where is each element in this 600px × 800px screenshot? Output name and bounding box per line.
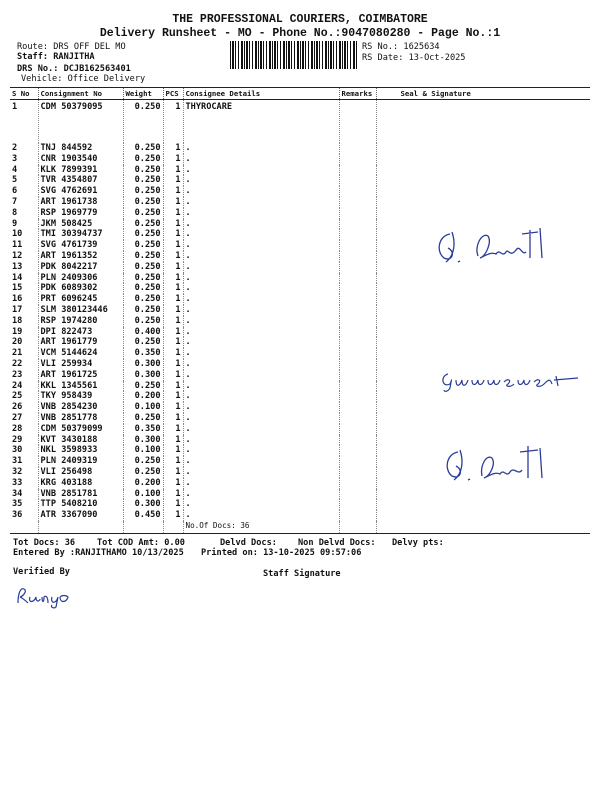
row-seal-signature (376, 186, 590, 197)
row-consignment-no: KLK 7899391 (38, 165, 123, 176)
row-consignee: . (183, 327, 339, 338)
row-pcs: 1 (163, 467, 183, 478)
row-weight: 0.250 (123, 186, 163, 197)
staff-label: Staff: RANJITHA (17, 52, 95, 62)
verifier-signature (14, 583, 74, 609)
printed-on: Printed on: 13-10-2025 09:57:06 (201, 548, 362, 558)
row-pcs: 1 (163, 208, 183, 219)
row-consignment-no: ATR 3367090 (38, 510, 123, 521)
row-weight: 0.250 (123, 100, 163, 144)
row-pcs: 1 (163, 197, 183, 208)
row-seal-signature (376, 143, 590, 154)
row-remarks (339, 370, 376, 381)
table-row (10, 337, 590, 348)
row-remarks (339, 510, 376, 521)
table-header-row (10, 88, 590, 100)
row-remarks (339, 273, 376, 284)
row-remarks (339, 348, 376, 359)
row-sno: 8 (12, 207, 18, 218)
row-consignment-no: SVG 4761739 (38, 240, 123, 251)
row-pcs: 1 (163, 229, 183, 240)
row-pcs: 1 (163, 175, 183, 186)
row-weight: 0.100 (123, 402, 163, 413)
row-pcs: 1 (163, 143, 183, 154)
row-remarks (339, 294, 376, 305)
row-pcs: 1 (163, 413, 183, 424)
table-row (10, 197, 590, 208)
row-weight: 0.250 (123, 208, 163, 219)
row-consignment-no: ART 1961738 (38, 197, 123, 208)
table-footer-row (10, 521, 590, 534)
row-sno: 9 (12, 218, 18, 229)
table-row (10, 208, 590, 219)
row-seal-signature (376, 283, 590, 294)
row-seal-signature (376, 348, 590, 359)
row-weight: 0.250 (123, 219, 163, 230)
row-consignment-no: ART 1961779 (38, 337, 123, 348)
barcode-graphic (230, 41, 358, 69)
row-seal-signature (376, 510, 590, 521)
table-row (10, 499, 590, 510)
row-remarks (339, 489, 376, 500)
row-seal-signature (376, 100, 590, 144)
row-seal-signature (376, 197, 590, 208)
col-consignee: Consignee Details (183, 88, 339, 100)
row-consignment-no: PLN 2409306 (38, 273, 123, 284)
row-sno: 15 (12, 283, 23, 294)
row-pcs: 1 (163, 445, 183, 456)
row-consignment-no: PRT 6096245 (38, 294, 123, 305)
row-consignee: . (183, 456, 339, 467)
row-weight: 0.450 (123, 510, 163, 521)
row-consignment-no: KKL 1345561 (38, 381, 123, 392)
table-row (10, 489, 590, 500)
row-consignee: . (183, 251, 339, 262)
row-weight: 0.250 (123, 305, 163, 316)
row-sno: 21 (12, 348, 23, 359)
table-row (10, 273, 590, 284)
row-consignee: . (183, 305, 339, 316)
total-cod-amount: Tot COD Amt: 0.00 (97, 538, 185, 548)
row-consignee: . (183, 175, 339, 186)
row-weight: 0.350 (123, 424, 163, 435)
row-weight: 0.200 (123, 478, 163, 489)
table-row (10, 327, 590, 338)
row-consignee: . (183, 370, 339, 381)
row-pcs: 1 (163, 391, 183, 402)
row-remarks (339, 240, 376, 251)
delivery-points: Delvy pts: (392, 538, 444, 548)
row-remarks (339, 435, 376, 446)
signature-3 (436, 440, 566, 490)
row-seal-signature (376, 424, 590, 435)
row-pcs: 1 (163, 489, 183, 500)
table-row (10, 100, 590, 144)
row-pcs: 1 (163, 435, 183, 446)
row-sno: 30 (12, 445, 23, 456)
row-pcs: 1 (163, 283, 183, 294)
row-weight: 0.250 (123, 262, 163, 273)
row-weight: 0.200 (123, 391, 163, 402)
row-remarks (339, 359, 376, 370)
row-seal-signature (376, 327, 590, 338)
row-remarks (339, 175, 376, 186)
row-consignee: . (183, 219, 339, 230)
delivered-docs: Delvd Docs: (220, 538, 277, 548)
row-remarks (339, 143, 376, 154)
row-sno: 33 (12, 477, 23, 488)
row-sno: 13 (12, 261, 23, 272)
row-seal-signature (376, 165, 590, 176)
row-consignee: . (183, 391, 339, 402)
row-sno: 6 (12, 186, 18, 197)
signature-2 (438, 366, 588, 396)
row-pcs: 1 (163, 294, 183, 305)
col-weight: Weight (123, 88, 163, 100)
row-consignment-no: CDM 50379099 (38, 424, 123, 435)
row-pcs: 1 (163, 262, 183, 273)
col-sno: S No (10, 88, 38, 100)
row-pcs: 1 (163, 165, 183, 176)
row-sno: 2 (12, 143, 18, 153)
row-pcs: 1 (163, 100, 183, 144)
table-row (10, 424, 590, 435)
row-consignee: . (183, 478, 339, 489)
row-seal-signature (376, 273, 590, 284)
row-sno: 1 (12, 102, 18, 112)
row-weight: 0.250 (123, 337, 163, 348)
row-consignee: . (183, 435, 339, 446)
row-remarks (339, 413, 376, 424)
row-sno: 22 (12, 358, 23, 369)
row-consignee: . (183, 402, 339, 413)
row-sno: 20 (12, 337, 23, 348)
row-seal-signature (376, 402, 590, 413)
row-weight: 0.250 (123, 229, 163, 240)
row-remarks (339, 316, 376, 327)
row-consignee: . (183, 467, 339, 478)
row-remarks (339, 283, 376, 294)
row-consignee: . (183, 294, 339, 305)
row-consignee: . (183, 197, 339, 208)
row-sno: 32 (12, 466, 23, 477)
row-consignee: . (183, 445, 339, 456)
row-remarks (339, 186, 376, 197)
row-remarks (339, 478, 376, 489)
table-row (10, 143, 590, 154)
row-pcs: 1 (163, 273, 183, 284)
row-remarks (339, 337, 376, 348)
row-remarks (339, 424, 376, 435)
row-pcs: 1 (163, 251, 183, 262)
row-remarks (339, 219, 376, 230)
row-sno: 10 (12, 229, 23, 240)
row-sno: 18 (12, 315, 23, 326)
row-weight: 0.250 (123, 413, 163, 424)
row-weight: 0.400 (123, 327, 163, 338)
col-seal: Seal & Signature (376, 88, 590, 100)
row-remarks (339, 456, 376, 467)
row-consignment-no: PDK 6089302 (38, 283, 123, 294)
row-sno: 12 (12, 250, 23, 261)
row-consignment-no: ART 1961352 (38, 251, 123, 262)
table-row (10, 316, 590, 327)
row-consignment-no: TTP 5408210 (38, 499, 123, 510)
row-pcs: 1 (163, 381, 183, 392)
row-weight: 0.250 (123, 273, 163, 284)
row-weight: 0.300 (123, 370, 163, 381)
drs-number: DRS No.: DCJB162563401 (17, 64, 131, 74)
row-consignment-no: CNR 1903540 (38, 154, 123, 165)
row-seal-signature (376, 175, 590, 186)
row-consignee: . (183, 316, 339, 327)
row-sno: 11 (12, 240, 23, 251)
row-remarks (339, 154, 376, 165)
row-consignment-no: SVG 4762691 (38, 186, 123, 197)
row-weight: 0.250 (123, 283, 163, 294)
non-delivered-docs: Non Delvd Docs: (298, 538, 376, 548)
table-row (10, 305, 590, 316)
row-sno: 19 (12, 326, 23, 337)
row-consignee: . (183, 413, 339, 424)
row-seal-signature (376, 154, 590, 165)
row-sno: 29 (12, 434, 23, 445)
row-consignee: . (183, 186, 339, 197)
row-consignee: . (183, 283, 339, 294)
row-consignment-no: PDK 8042217 (38, 262, 123, 273)
table-row (10, 154, 590, 165)
row-consignment-no: CDM 50379095 (38, 100, 123, 144)
row-remarks (339, 381, 376, 392)
row-remarks (339, 445, 376, 456)
row-consignee: . (183, 143, 339, 154)
row-remarks (339, 327, 376, 338)
row-pcs: 1 (163, 370, 183, 381)
row-consignee: . (183, 273, 339, 284)
col-consignment: Consignment No (38, 88, 123, 100)
row-weight: 0.250 (123, 197, 163, 208)
row-remarks (339, 100, 376, 144)
table-row (10, 402, 590, 413)
table-row (10, 175, 590, 186)
row-consignee: . (183, 154, 339, 165)
row-consignment-no: RSP 1969779 (38, 208, 123, 219)
row-weight: 0.250 (123, 294, 163, 305)
row-consignment-no: PLN 2409319 (38, 456, 123, 467)
row-weight: 0.300 (123, 435, 163, 446)
vehicle-label: Vehicle: Office Delivery (21, 74, 146, 84)
company-name: THE PROFESSIONAL COURIERS, COIMBATORE (172, 13, 428, 26)
row-consignment-no: TKY 958439 (38, 391, 123, 402)
row-weight: 0.250 (123, 165, 163, 176)
verified-by-label: Verified By (13, 567, 70, 577)
total-docs: Tot Docs: 36 (13, 538, 76, 548)
row-seal-signature (376, 489, 590, 500)
row-pcs: 1 (163, 186, 183, 197)
row-seal-signature (376, 208, 590, 219)
table-row (10, 510, 590, 521)
row-consignment-no: ART 1961725 (38, 370, 123, 381)
row-consignee: . (183, 424, 339, 435)
row-pcs: 1 (163, 154, 183, 165)
row-sno: 3 (12, 153, 18, 164)
row-consignee: . (183, 381, 339, 392)
row-weight: 0.250 (123, 381, 163, 392)
rs-number: RS No.: 1625634 (362, 42, 440, 52)
row-weight: 0.100 (123, 489, 163, 500)
row-seal-signature (376, 413, 590, 424)
row-consignment-no: VNB 2851781 (38, 489, 123, 500)
row-pcs: 1 (163, 478, 183, 489)
row-seal-signature (376, 305, 590, 316)
row-pcs: 1 (163, 219, 183, 230)
row-sno: 36 (12, 510, 23, 521)
row-weight: 0.250 (123, 240, 163, 251)
row-consignment-no: NKL 3598933 (38, 445, 123, 456)
row-sno: 28 (12, 423, 23, 434)
row-consignee: . (183, 165, 339, 176)
docs-count: No.Of Docs: 36 (183, 521, 339, 534)
row-consignee: THYROCARE (183, 100, 339, 144)
row-remarks (339, 402, 376, 413)
row-sno: 27 (12, 412, 23, 423)
row-seal-signature (376, 294, 590, 305)
row-weight: 0.250 (123, 456, 163, 467)
row-pcs: 1 (163, 402, 183, 413)
row-weight: 0.300 (123, 499, 163, 510)
table-row (10, 283, 590, 294)
row-sno: 23 (12, 369, 23, 380)
row-pcs: 1 (163, 240, 183, 251)
row-consignee: . (183, 262, 339, 273)
route-label: Route: DRS OFF DEL MO (17, 42, 126, 52)
row-sno: 25 (12, 391, 23, 402)
staff-signature-label: Staff Signature (263, 569, 341, 579)
row-consignee: . (183, 240, 339, 251)
row-consignment-no: DPI 822473 (38, 327, 123, 338)
row-remarks (339, 251, 376, 262)
row-pcs: 1 (163, 424, 183, 435)
row-remarks (339, 208, 376, 219)
row-consignment-no: KVT 3430188 (38, 435, 123, 446)
row-consignee: . (183, 489, 339, 500)
row-consignment-no: TMI 30394737 (38, 229, 123, 240)
row-weight: 0.350 (123, 348, 163, 359)
row-consignee: . (183, 337, 339, 348)
row-weight: 0.250 (123, 467, 163, 478)
row-remarks (339, 391, 376, 402)
rs-date: RS Date: 13-Oct-2025 (362, 53, 466, 63)
row-seal-signature (376, 337, 590, 348)
row-consignment-no: SLM 380123446 (38, 305, 123, 316)
entered-by: Entered By :RANJITHAMO 10/13/2025 (13, 548, 184, 558)
row-pcs: 1 (163, 456, 183, 467)
row-remarks (339, 197, 376, 208)
row-sno: 26 (12, 402, 23, 413)
row-consignee: . (183, 499, 339, 510)
row-remarks (339, 305, 376, 316)
row-weight: 0.250 (123, 154, 163, 165)
row-weight: 0.250 (123, 251, 163, 262)
row-consignee: . (183, 510, 339, 521)
table-row (10, 165, 590, 176)
row-pcs: 1 (163, 337, 183, 348)
row-weight: 0.300 (123, 359, 163, 370)
row-consignee: . (183, 348, 339, 359)
row-remarks (339, 499, 376, 510)
row-pcs: 1 (163, 348, 183, 359)
row-remarks (339, 467, 376, 478)
row-consignment-no: VNB 2851778 (38, 413, 123, 424)
row-consignment-no: VLI 259934 (38, 359, 123, 370)
row-consignee: . (183, 359, 339, 370)
table-row (10, 294, 590, 305)
row-consignment-no: RSP 1974280 (38, 316, 123, 327)
row-weight: 0.100 (123, 445, 163, 456)
table-row (10, 348, 590, 359)
row-remarks (339, 165, 376, 176)
row-weight: 0.250 (123, 175, 163, 186)
row-pcs: 1 (163, 359, 183, 370)
row-sno: 34 (12, 488, 23, 499)
row-weight: 0.250 (123, 316, 163, 327)
row-remarks (339, 229, 376, 240)
row-pcs: 1 (163, 316, 183, 327)
col-remarks: Remarks (339, 88, 376, 100)
row-seal-signature (376, 316, 590, 327)
row-sno: 7 (12, 196, 18, 207)
row-sno: 24 (12, 380, 23, 391)
row-consignee: . (183, 229, 339, 240)
row-consignment-no: JKM 508425 (38, 219, 123, 230)
table-row (10, 413, 590, 424)
table-row (10, 186, 590, 197)
row-sno: 16 (12, 294, 23, 305)
row-remarks (339, 262, 376, 273)
row-pcs: 1 (163, 499, 183, 510)
row-consignment-no: KRG 403188 (38, 478, 123, 489)
row-consignment-no: TNJ 844592 (38, 143, 123, 154)
signature-1 (430, 222, 570, 272)
row-consignment-no: VNB 2854230 (38, 402, 123, 413)
row-sno: 35 (12, 499, 23, 510)
row-sno: 5 (12, 175, 18, 186)
row-sno: 4 (12, 164, 18, 175)
row-sno: 14 (12, 272, 23, 283)
row-consignment-no: TVR 4354807 (38, 175, 123, 186)
row-pcs: 1 (163, 510, 183, 521)
runsheet-subtitle: Delivery Runsheet - MO - Phone No.:9047080280 - Page No.:1 (99, 27, 501, 40)
col-pcs: PCS (163, 88, 183, 100)
row-consignment-no: VLI 256498 (38, 467, 123, 478)
row-consignment-no: VCM 5144624 (38, 348, 123, 359)
row-consignee: . (183, 208, 339, 219)
row-pcs: 1 (163, 305, 183, 316)
row-pcs: 1 (163, 327, 183, 338)
row-seal-signature (376, 499, 590, 510)
row-sno: 17 (12, 304, 23, 315)
row-sno: 31 (12, 456, 23, 467)
row-weight: 0.250 (123, 143, 163, 154)
